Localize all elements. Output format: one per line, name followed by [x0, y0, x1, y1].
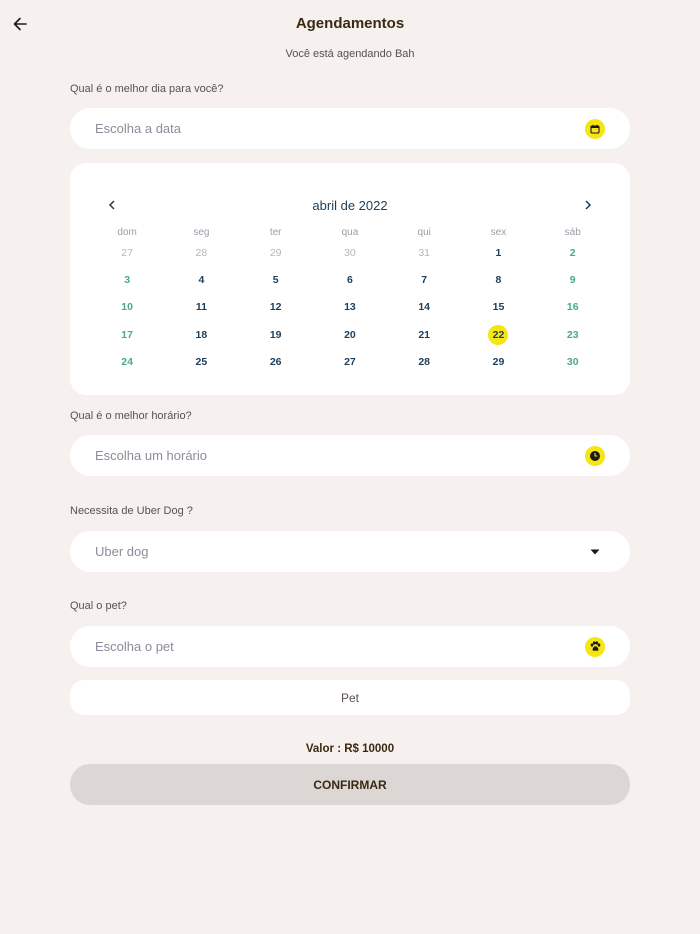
day-number: 5	[272, 273, 279, 286]
day-number: 21	[418, 328, 431, 341]
calendar-day[interactable]	[313, 297, 387, 317]
clock-icon[interactable]	[585, 446, 605, 466]
day-number: 28	[418, 355, 431, 368]
calendar-day[interactable]	[387, 352, 461, 372]
day-number: 29	[269, 246, 282, 259]
calendar-day[interactable]	[536, 352, 610, 372]
pet-label: Qual o pet?	[70, 600, 127, 612]
calendar-day[interactable]	[387, 243, 461, 263]
calendar-day[interactable]	[313, 270, 387, 290]
calendar	[70, 163, 630, 395]
day-number: 8	[495, 273, 502, 286]
uber-placeholder: Uber dog	[95, 544, 149, 559]
pet-field[interactable]	[70, 626, 630, 667]
price-label: Valor : R$ 10000	[305, 743, 395, 755]
calendar-day[interactable]	[90, 352, 164, 372]
calendar-day[interactable]	[536, 270, 610, 290]
calendar-day[interactable]	[164, 352, 238, 372]
caret-down-icon[interactable]	[585, 542, 605, 562]
calendar-month-label: abril de 2022	[312, 198, 388, 213]
calendar-day[interactable]	[164, 325, 238, 345]
calendar-day[interactable]	[387, 270, 461, 290]
weekday-label: qui	[417, 226, 431, 238]
calendar-day[interactable]	[313, 243, 387, 263]
date-field[interactable]	[70, 108, 630, 149]
calendar-day[interactable]	[461, 352, 535, 372]
day-number: 22	[488, 325, 508, 345]
weekday-label: sex	[490, 226, 507, 238]
confirm-button[interactable]: CONFIRMAR	[70, 764, 630, 805]
day-number: 19	[269, 328, 282, 341]
calendar-icon[interactable]	[585, 119, 605, 139]
calendar-day[interactable]	[90, 325, 164, 345]
weekday-label: qua	[341, 226, 359, 238]
day-number: 3	[124, 273, 131, 286]
calendar-day[interactable]	[164, 270, 238, 290]
weekday-label: ter	[269, 226, 282, 238]
day-number: 13	[344, 301, 356, 314]
calendar-grid	[90, 225, 610, 375]
day-number: 18	[195, 328, 208, 341]
date-label: Qual é o melhor dia para você?	[70, 83, 224, 95]
day-number: 20	[344, 328, 356, 341]
next-month-button[interactable]	[580, 197, 596, 213]
day-number: 1	[495, 246, 502, 259]
calendar-week	[90, 266, 610, 293]
day-number: 12	[269, 301, 282, 314]
day-number: 10	[121, 301, 133, 314]
day-number: 7	[421, 273, 428, 286]
time-field[interactable]	[70, 435, 630, 476]
day-number: 26	[269, 355, 282, 368]
pet-box[interactable]: Pet	[70, 680, 630, 715]
day-number: 24	[121, 355, 133, 368]
uber-label: Necessita de Uber Dog ?	[70, 505, 193, 517]
time-label: Qual é o melhor horário?	[70, 410, 192, 422]
day-number: 31	[418, 246, 431, 259]
calendar-day[interactable]	[239, 325, 313, 345]
day-number: 27	[344, 355, 356, 368]
calendar-day[interactable]	[239, 243, 313, 263]
page-subtitle: Você está agendando Bah	[285, 48, 415, 60]
day-number: 9	[569, 273, 576, 286]
date-placeholder: Escolha a data	[95, 121, 182, 136]
calendar-day[interactable]	[90, 243, 164, 263]
calendar-week	[90, 239, 610, 266]
day-number: 14	[418, 301, 431, 314]
calendar-day[interactable]	[239, 352, 313, 372]
calendar-day[interactable]	[536, 243, 610, 263]
day-number: 23	[566, 328, 579, 341]
day-number: 25	[195, 355, 208, 368]
day-number: 4	[198, 273, 205, 286]
day-number: 11	[195, 301, 207, 314]
uber-dog-select[interactable]	[70, 531, 630, 572]
chevron-right-icon	[584, 200, 592, 210]
day-number: 17	[121, 328, 133, 341]
calendar-day[interactable]	[461, 297, 535, 317]
calendar-day[interactable]	[387, 297, 461, 317]
calendar-day[interactable]	[239, 297, 313, 317]
calendar-day[interactable]	[164, 243, 238, 263]
day-number: 28	[195, 246, 208, 259]
weekday-label: seg	[193, 226, 210, 238]
weekday-label: sáb	[564, 226, 581, 238]
day-number: 6	[347, 273, 353, 286]
time-placeholder: Escolha um horário	[95, 448, 207, 463]
weekday-label: dom	[117, 226, 137, 238]
calendar-day[interactable]	[164, 297, 238, 317]
calendar-week	[90, 294, 610, 321]
calendar-day[interactable]	[461, 270, 535, 290]
calendar-day[interactable]	[90, 270, 164, 290]
calendar-day[interactable]	[536, 297, 610, 317]
day-number: 30	[566, 355, 579, 368]
calendar-day[interactable]	[387, 325, 461, 345]
calendar-day[interactable]	[90, 297, 164, 317]
day-number: 27	[121, 246, 133, 259]
day-number: 2	[569, 246, 576, 259]
paw-icon[interactable]	[585, 637, 605, 657]
pet-placeholder: Escolha o pet	[95, 639, 174, 654]
calendar-day[interactable]	[313, 325, 387, 345]
calendar-day-selected[interactable]	[461, 325, 535, 345]
calendar-day[interactable]	[461, 243, 535, 263]
calendar-day[interactable]	[536, 325, 610, 345]
day-number: 15	[492, 301, 505, 314]
calendar-week	[90, 348, 610, 375]
calendar-day[interactable]	[239, 270, 313, 290]
day-number: 16	[566, 301, 579, 314]
day-number: 30	[344, 246, 356, 259]
calendar-week	[90, 321, 610, 348]
day-number: 29	[492, 355, 505, 368]
page-title: Agendamentos	[295, 15, 405, 32]
calendar-day[interactable]	[313, 352, 387, 372]
weekday-header	[90, 225, 610, 239]
